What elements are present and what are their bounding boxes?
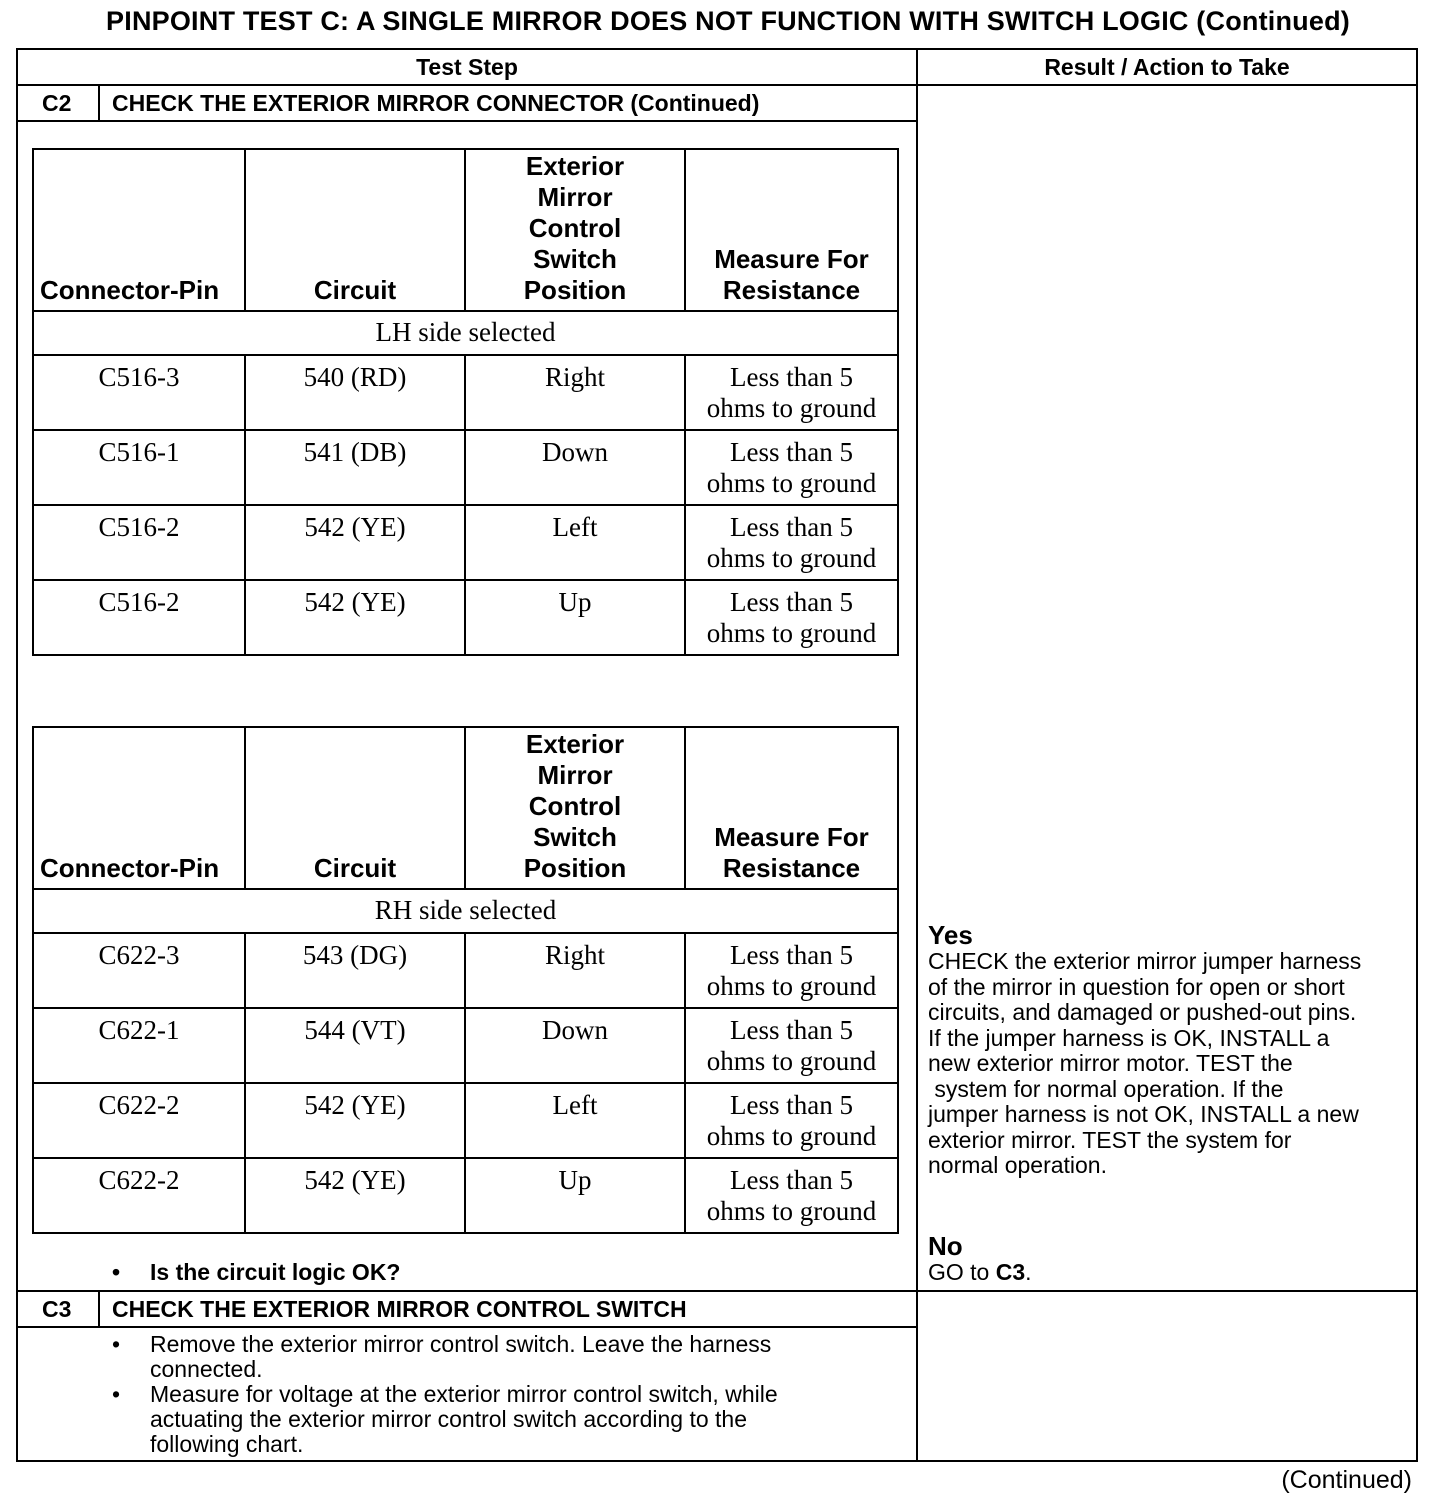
- cell-pin: C516-1: [33, 430, 245, 505]
- cell-pin: C622-1: [33, 1008, 245, 1083]
- header-divider: [16, 84, 1418, 86]
- table-row: [33, 1083, 898, 1158]
- col-connector-pin: Connector-Pin: [33, 149, 245, 311]
- cell-measure: Less than 5 ohms to ground: [685, 1158, 898, 1233]
- table-header-row: [33, 727, 898, 889]
- c3-divider: [16, 1290, 1418, 1292]
- cell-pin: C622-2: [33, 1083, 245, 1158]
- cell-circuit: 542 (YE): [245, 580, 465, 655]
- rh-resistance-table: [32, 726, 899, 1234]
- cell-circuit: 544 (VT): [245, 1008, 465, 1083]
- cell-pin: C516-2: [33, 505, 245, 580]
- cell-circuit: 542 (YE): [245, 1083, 465, 1158]
- c3-title-divider: [16, 1326, 918, 1328]
- step-title-c3: CHECK THE EXTERIOR MIRROR CONTROL SWITCH: [112, 1296, 687, 1322]
- table-row: [33, 505, 898, 580]
- table-row: [33, 1008, 898, 1083]
- cell-circuit: 540 (RD): [245, 355, 465, 430]
- cell-measure: Less than 5 ohms to ground: [685, 430, 898, 505]
- cell-position: Down: [465, 1008, 685, 1083]
- cell-measure: Less than 5 ohms to ground: [685, 933, 898, 1008]
- result-yes-label: Yes: [928, 920, 973, 950]
- cell-measure: Less than 5 ohms to ground: [685, 355, 898, 430]
- cell-circuit: 541 (DB): [245, 430, 465, 505]
- cell-pin: C622-3: [33, 933, 245, 1008]
- cell-position: Left: [465, 1083, 685, 1158]
- col-circuit: Circuit: [245, 727, 465, 889]
- cell-measure: Less than 5 ohms to ground: [685, 505, 898, 580]
- table-row: [33, 355, 898, 430]
- cell-circuit: 543 (DG): [245, 933, 465, 1008]
- bullet-icon: •: [112, 1331, 121, 1357]
- goto-c3-link[interactable]: C3: [995, 1259, 1026, 1285]
- cell-measure: Less than 5 ohms to ground: [685, 1008, 898, 1083]
- cell-circuit: 542 (YE): [245, 1158, 465, 1233]
- col-connector-pin: Connector-Pin: [33, 727, 245, 889]
- col-circuit: Circuit: [245, 149, 465, 311]
- cell-position: Right: [465, 355, 685, 430]
- header-result-action: Result / Action to Take: [1044, 54, 1290, 80]
- cell-pin: C516-2: [33, 580, 245, 655]
- table-row: [33, 933, 898, 1008]
- cell-position: Left: [465, 505, 685, 580]
- result-no-text: GO to C3.: [928, 1259, 1032, 1285]
- col-switch-position: Exterior Mirror Control Switch Position: [465, 727, 685, 889]
- step-id-c3: C3: [42, 1296, 72, 1322]
- cell-pin: C622-2: [33, 1158, 245, 1233]
- header-test-step: Test Step: [416, 54, 518, 80]
- lh-resistance-table: [32, 148, 899, 656]
- step-id-c2: C2: [42, 90, 72, 116]
- cell-measure: Less than 5 ohms to ground: [685, 580, 898, 655]
- col-switch-position: Exterior Mirror Control Switch Position: [465, 149, 685, 311]
- result-no-label: No: [928, 1231, 963, 1261]
- table-row: [33, 430, 898, 505]
- section-row: [33, 889, 898, 933]
- bullet-icon: •: [112, 1381, 121, 1407]
- cell-position: Up: [465, 580, 685, 655]
- result-yes-text: CHECK the exterior mirror jumper harness of the mirror in question for open or short circuits, and damaged or pushed-out pins. If the jumper harness is OK, INSTALL a new exterior mirror motor. TEST the system for normal operation. If the jumper harness is not OK, INSTALL a new exterior mirror. TEST the system for normal operation.: [928, 948, 1362, 1178]
- c3-id-divider: [98, 1290, 100, 1328]
- col-measure-resistance: Measure For Resistance: [685, 149, 898, 311]
- table-row: [33, 1158, 898, 1233]
- section-row: [33, 311, 898, 355]
- col-measure-resistance: Measure For Resistance: [685, 727, 898, 889]
- step-title-c2: CHECK THE EXTERIOR MIRROR CONNECTOR (Continued): [112, 90, 760, 116]
- column-divider: [916, 48, 918, 1462]
- cell-position: Up: [465, 1158, 685, 1233]
- continued-footer: (Continued): [1281, 1466, 1412, 1494]
- cell-circuit: 542 (YE): [245, 505, 465, 580]
- lh-side-selected: LH side selected: [33, 311, 898, 355]
- bullet-icon: •: [112, 1259, 121, 1285]
- cell-position: Down: [465, 430, 685, 505]
- table-row: [33, 580, 898, 655]
- c2-title-divider: [16, 120, 918, 122]
- rh-side-selected: RH side selected: [33, 889, 898, 933]
- cell-pin: C516-3: [33, 355, 245, 430]
- table-header-row: [33, 149, 898, 311]
- cell-position: Right: [465, 933, 685, 1008]
- page-title: PINPOINT TEST C: A SINGLE MIRROR DOES NOT FUNCTION WITH SWITCH LOGIC (Continued): [106, 6, 1350, 36]
- c2-id-divider: [98, 84, 100, 122]
- cell-measure: Less than 5 ohms to ground: [685, 1083, 898, 1158]
